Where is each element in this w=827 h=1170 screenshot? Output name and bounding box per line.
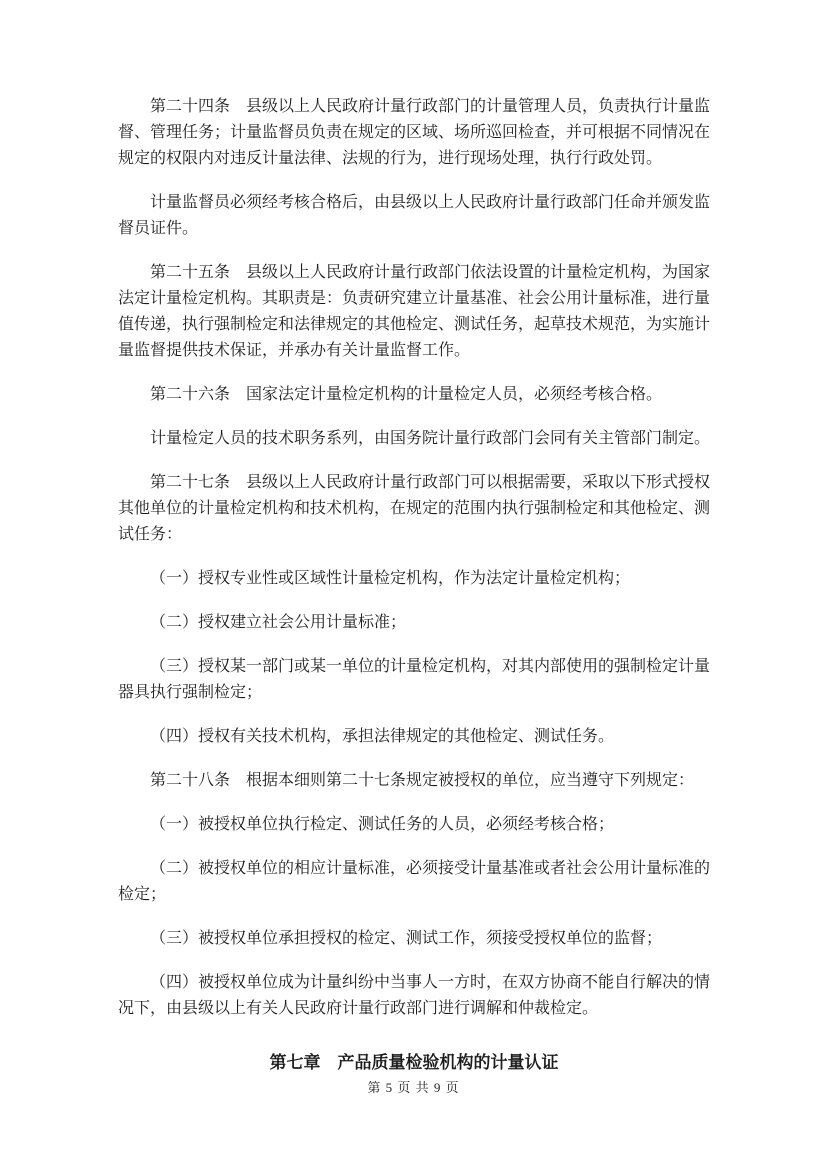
paragraph-supervisor-certification: 计量监督员必须经考核合格后，由县级以上人民政府计量行政部门任命并颁发监督员证件。 bbox=[118, 194, 711, 237]
paragraph-item-27-4: （四）授权有关技术机构，承担法律规定的其他检定、测试任务。 bbox=[150, 728, 615, 745]
chapter-heading: 第七章 产品质量检验机构的计量认证 bbox=[269, 1053, 559, 1072]
paragraph-item-27-1: （一）授权专业性或区域性计量检定机构，作为法定计量检定机构； bbox=[150, 570, 631, 587]
paragraph-article-28: 第二十八条 根据本细则第二十七条规定被授权的单位，应当遵守下列规定： bbox=[150, 772, 695, 789]
document-body bbox=[118, 94, 710, 1076]
page-footer: 第 5 页 共 9 页 bbox=[367, 1080, 460, 1095]
paragraph-technical-titles: 计量检定人员的技术职务系列，由国务院计量行政部门会同有关主管部门制定。 bbox=[150, 430, 711, 447]
paragraph-item-27-3: （三）授权某一部门或某一单位的计量检定机构，对其内部使用的强制检定计量器具执行强制检定； bbox=[118, 658, 711, 701]
paragraph-item-28-4: （四）被授权单位成为计量纠纷中当事人一方时，在双方协商不能自行解决的情况下，由县级以上有关人民政府计量行政部门进行调解和仲裁检定。 bbox=[118, 974, 711, 1017]
paragraph-item-28-2: （二）被授权单位的相应计量标准，必须接受计量基准或者社会公用计量标准的检定； bbox=[118, 860, 711, 903]
paragraph-item-27-2: （二）授权建立社会公用计量标准； bbox=[150, 614, 407, 631]
paragraph-item-28-1: （一）被授权单位执行检定、测试任务的人员，必须经考核合格； bbox=[150, 816, 615, 833]
paragraph-article-26: 第二十六条 国家法定计量检定机构的计量检定人员，必须经考核合格。 bbox=[150, 386, 663, 403]
paragraph-item-28-3: （三）被授权单位承担授权的检定、测试工作，须接受授权单位的监督； bbox=[150, 930, 663, 947]
paragraph-article-24: 第二十四条 县级以上人民政府计量行政部门的计量管理人员，负责执行计量监督、管理任务；计量监督员负责在规定的区域、场所巡回检查，并可根据不同情况在规定的权限内对违反计量法律、法规的行为，进行现场处理，执行行政处罚。 bbox=[118, 98, 711, 167]
paragraph-article-27: 第二十七条 县级以上人民政府计量行政部门可以根据需要，采取以下形式授权其他单位的计量检定机构和技术机构，在规定的范围内执行强制检定和其他检定、测试任务： bbox=[118, 474, 711, 543]
paragraph-article-25: 第二十五条 县级以上人民政府计量行政部门依法设置的计量检定机构，为国家法定计量检定机构。其职责是：负责研究建立计量基准、社会公用计量标准，进行量值传递，执行强制检定和法律规定的其他检定、测试任务，起草技术规范，为实施计量监督提供技术保证，并承办有关计量监督工作。 bbox=[118, 264, 711, 359]
